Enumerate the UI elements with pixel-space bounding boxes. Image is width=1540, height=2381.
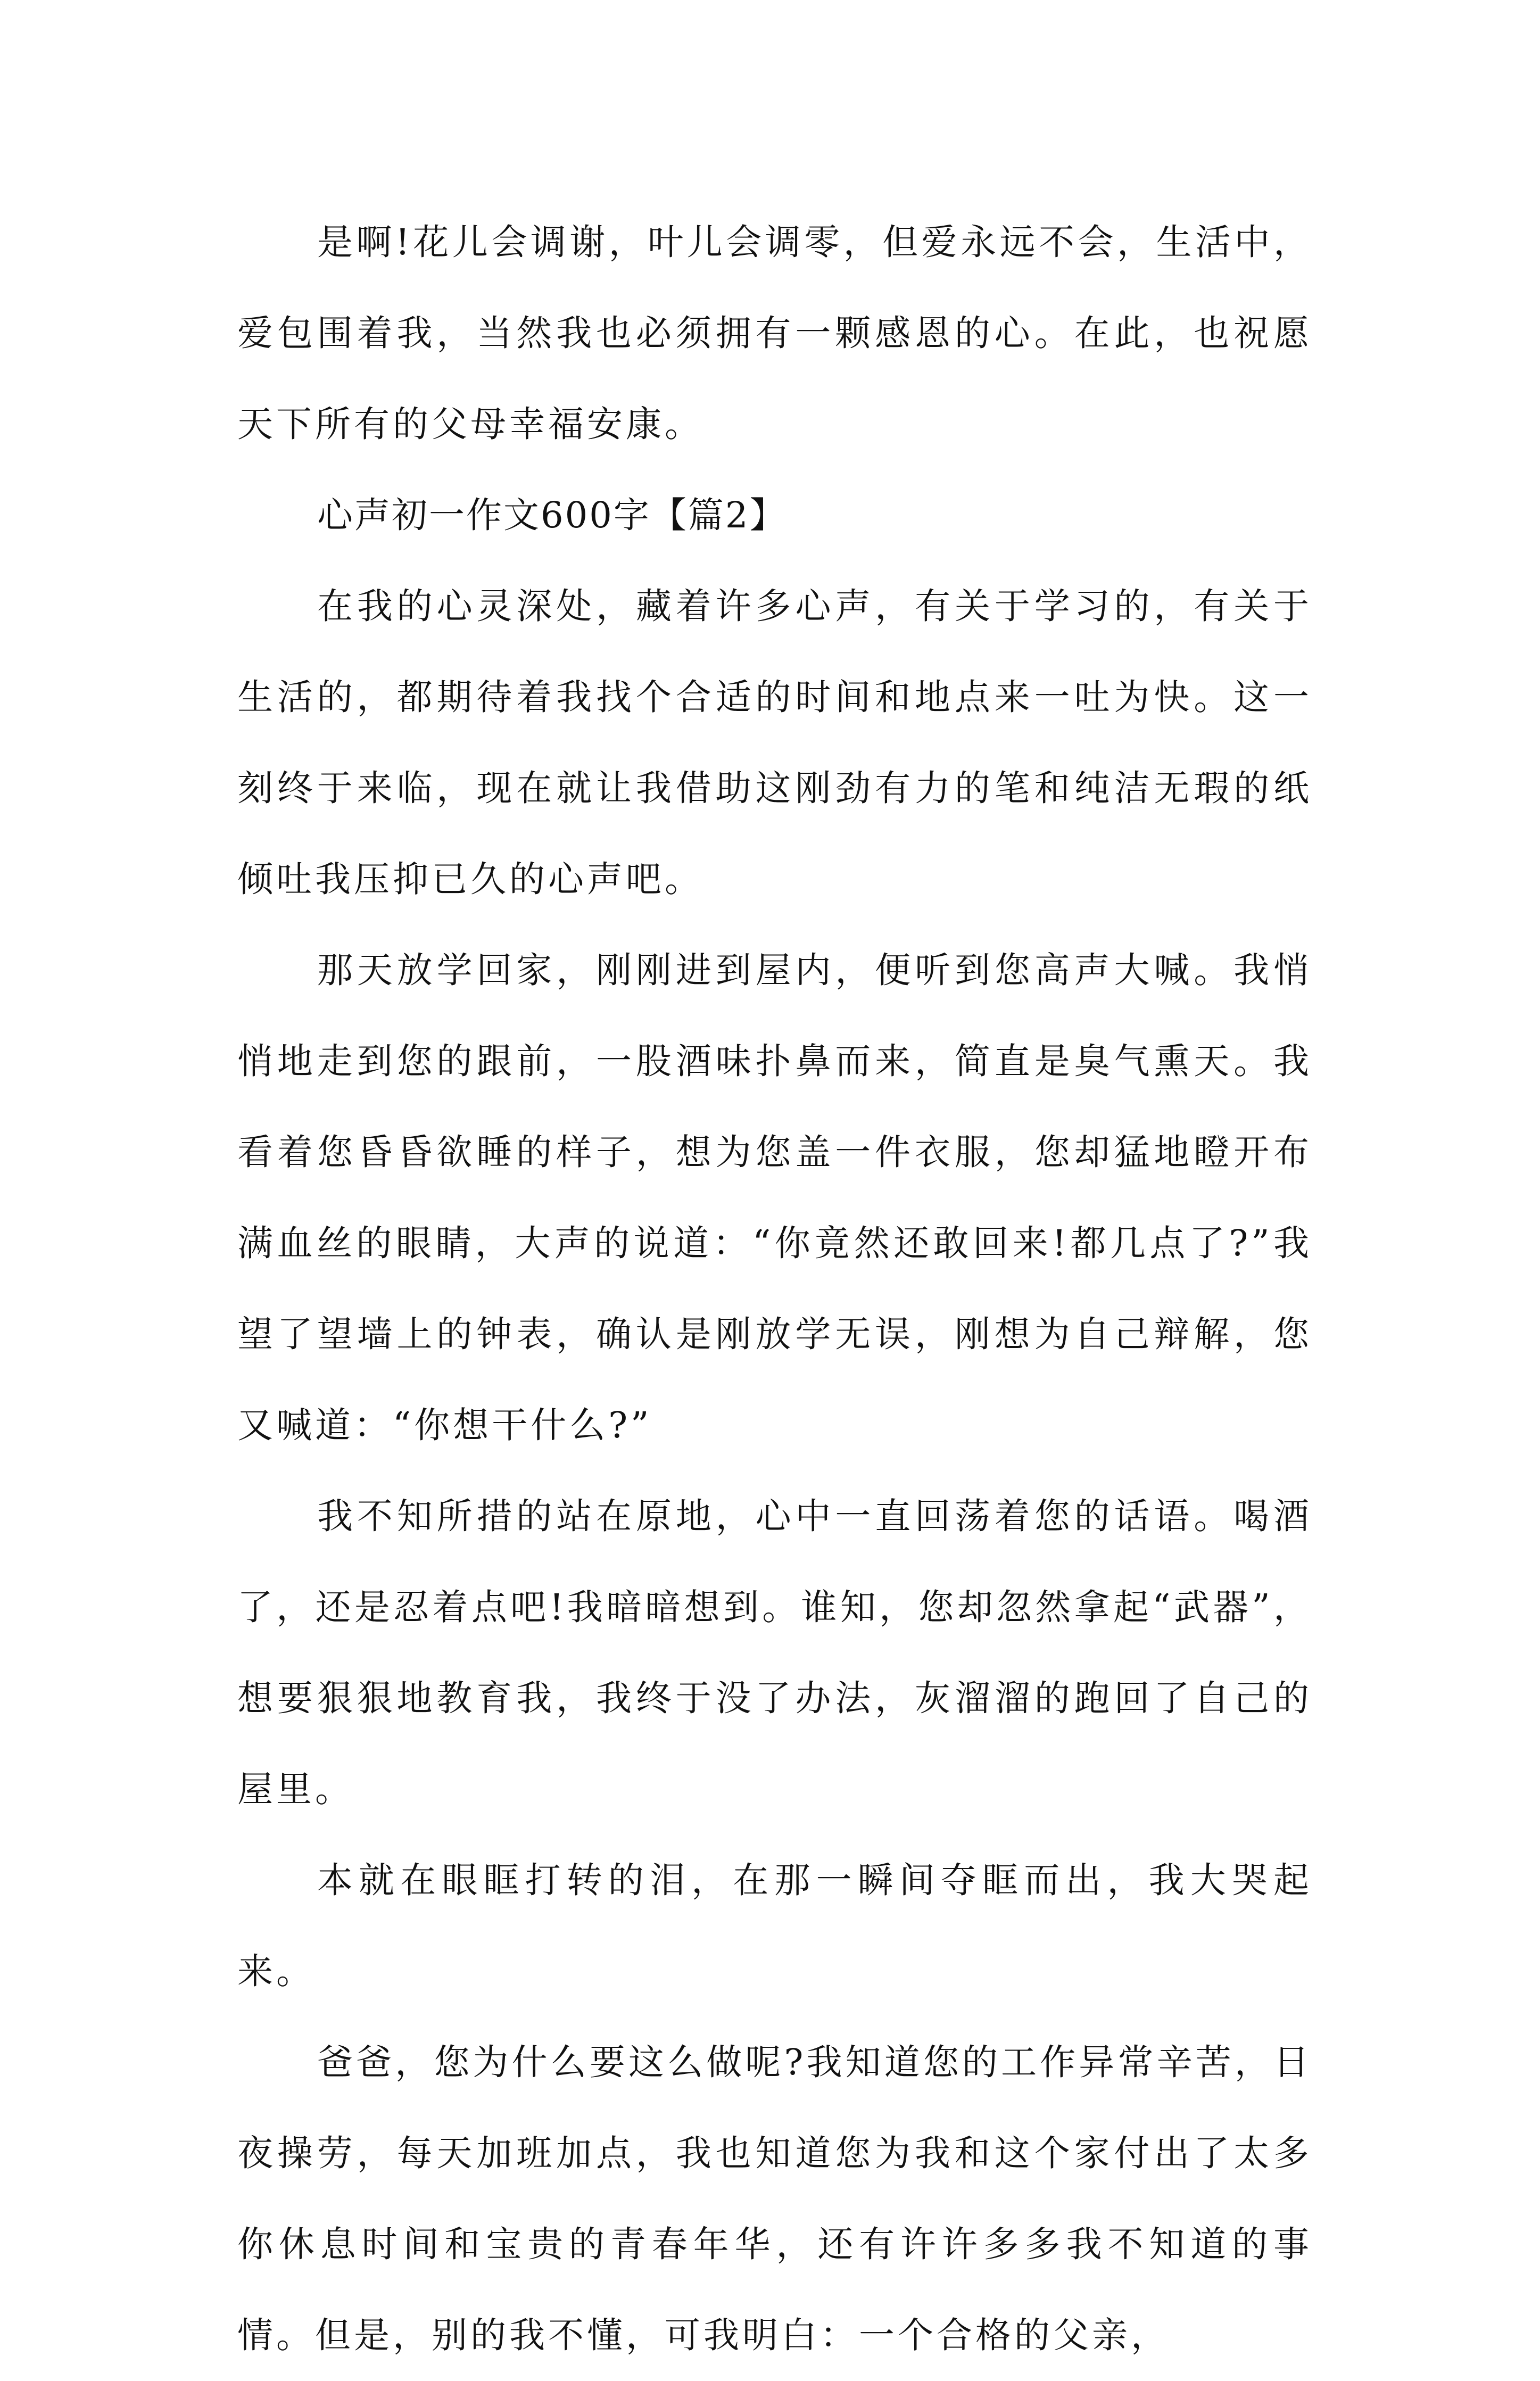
paragraph-5: 爸爸，您为什么要这么做呢?我知道您的工作异常辛苦，日夜操劳，每天加班加点，我也知道您为我和这个家付出了太多你休息时间和宝贵的青春年华，还有许许多多我不知道的事情。但是，别的我不懂，可我明白：一个合格的父亲，	[237, 2041, 1312, 2356]
paragraph-4: 本就在眼眶打转的泪，在那一瞬间夺眶而出，我大哭起来。	[237, 1859, 1312, 1992]
paragraph-closing: 是啊!花儿会调谢，叶儿会调零，但爱永远不会，生活中，爱包围着我，当然我也必须拥有一颗感恩的心。在此，也祝愿天下所有的父母幸福安康。	[237, 221, 1312, 445]
paragraph-2: 那天放学回家，刚刚进到屋内，便听到您高声大喊。我悄悄地走到您的跟前，一股酒味扑鼻而来，简直是臭气熏天。我看着您昏昏欲睡的样子，想为您盖一件衣服，您却猛地瞪开布满血丝的眼睛，大声的说道：“你竟然还敢回来!都几点了?”我望了望墙上的钟表，确认是刚放学无误，刚想为自己辩解，您又喊道：“你想干什么?”	[237, 949, 1312, 1446]
paragraph-3: 我不知所措的站在原地，心中一直回荡着您的话语。喝酒了，还是忍着点吧!我暗暗想到。谁知，您却忽然拿起“武器”，想要狠狠地教育我，我终于没了办法，灰溜溜的跑回了自己的屋里。	[237, 1495, 1312, 1810]
paragraph-1: 在我的心灵深处，藏着许多心声，有关于学习的，有关于生活的，都期待着我找个合适的时间和地点来一吐为快。这一刻终于来临，现在就让我借助这刚劲有力的笔和纯洁无瑕的纸倾吐我压抑已久的心声吧。	[237, 585, 1312, 900]
section-heading: 心声初一作文600字【篇2】	[317, 494, 787, 536]
document-page	[237, 197, 1312, 2381]
